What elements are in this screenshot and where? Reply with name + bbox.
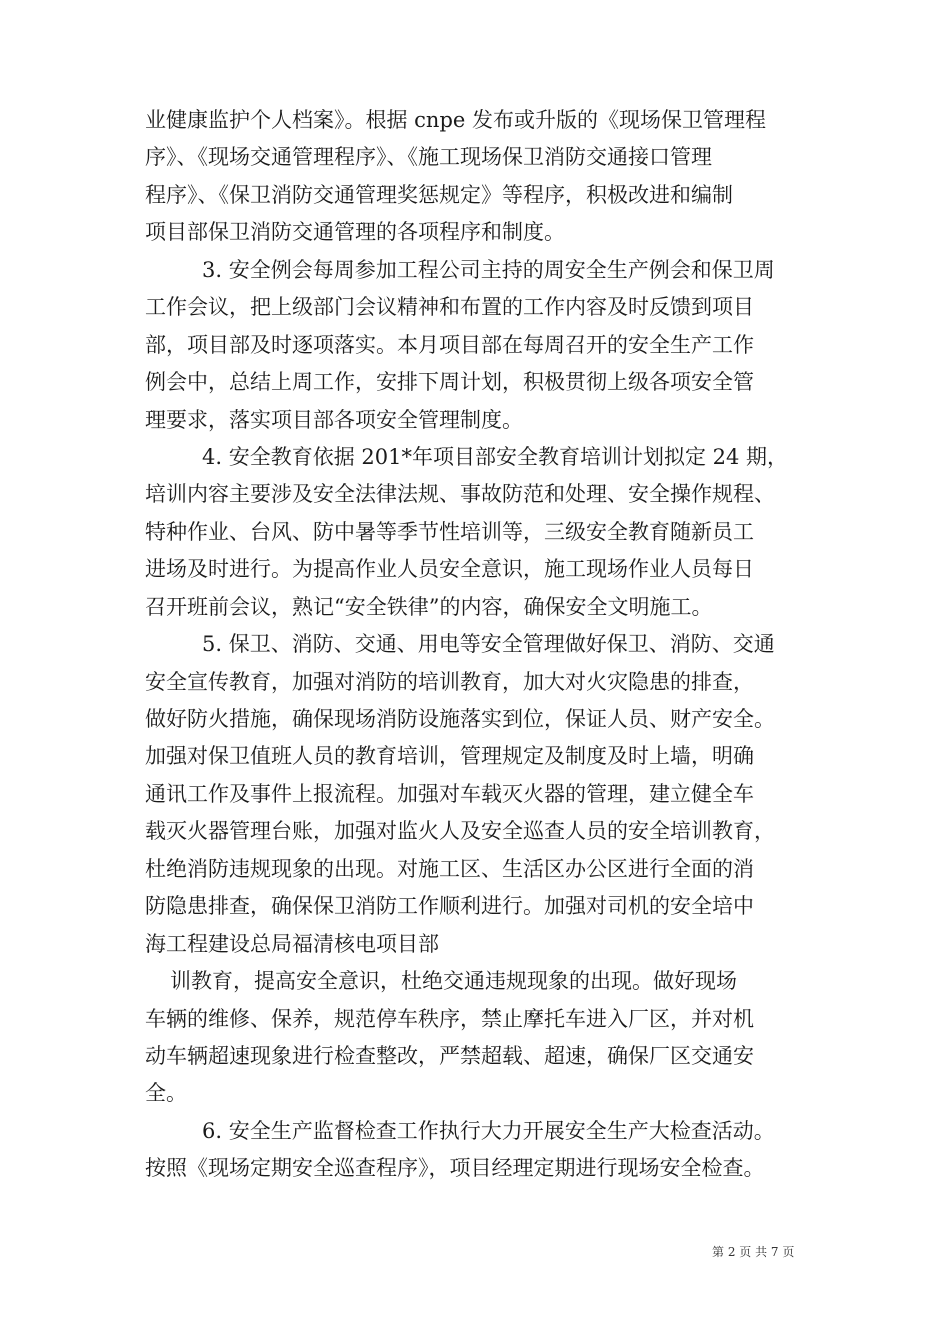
text-line: 理要求，落实项目部各项安全管理制度。 xyxy=(145,407,523,432)
text-line: 车辆的维修、保养，规范停车秩序，禁止摩托车进入厂区，并对机 xyxy=(145,1006,754,1031)
text-line: 进场及时进行。为提高作业人员安全意识，施工现场作业人员每日 xyxy=(145,557,754,582)
text-line: 程序》、《保卫消防交通管理奖惩规定》等程序，积极改进和编制 xyxy=(145,182,733,207)
text-line: 项目部保卫消防交通管理的各项程序和制度。 xyxy=(145,220,565,245)
text-line: 安全宣传教育，加强对消防的培训教育，加大对火灾隐患的排查， xyxy=(145,669,754,694)
text-line: 杜绝消防违规现象的出现。对施工区、生活区办公区进行全面的消 xyxy=(145,856,754,881)
text-line: 通讯工作及事件上报流程。加强对车载灭火器的管理，建立健全车 xyxy=(145,781,754,806)
text-line: 培训内容主要涉及安全法律法规、事故防范和处理、安全操作规程、 xyxy=(145,482,775,507)
header-fragment-line: 海工程建设总局福清核电项目部 xyxy=(145,931,439,956)
text-line: 工作会议，把上级部门会议精神和布置的工作内容及时反馈到项目 xyxy=(145,295,754,320)
paragraph-4-start: 4. 安全教育依据 201*年项目部安全教育培训计划拟定 24 期， xyxy=(202,444,789,469)
text-line: 召开班前会议，熟记“安全铁律”的内容，确保安全文明施工。 xyxy=(145,594,713,619)
text-line: 序》、《现场交通管理程序》、《施工现场保卫消防交通接口管理 xyxy=(145,145,712,170)
paragraph-5-start: 5. 保卫、消防、交通、用电等安全管理做好保卫、消防、交通 xyxy=(202,632,775,657)
paragraph-3-start: 3. 安全例会每周参加工程公司主持的周安全生产例会和保卫周 xyxy=(202,257,775,282)
text-line: 例会中，总结上周工作，安排下周计划，积极贯彻上级各项安全管 xyxy=(145,370,754,395)
text-line: 做好防火措施，确保现场消防设施落实到位，保证人员、财产安全。 xyxy=(145,707,775,731)
document-body xyxy=(145,102,825,1188)
text-line: 载灭火器管理台账，加强对监火人及安全巡查人员的安全培训教育， xyxy=(145,819,775,844)
page-number-footer: 第 2 页 共 7 页 xyxy=(712,1245,795,1259)
paragraph-continuation: 训教育，提高安全意识，杜绝交通违规现象的出现。做好现场 xyxy=(170,969,737,994)
text-line: 按照《现场定期安全巡查程序》，项目经理定期进行现场安全检查。 xyxy=(145,1156,765,1181)
text-line: 业健康监护个人档案》。根据 cnpe 发布或升版的《现场保卫管理程 xyxy=(145,108,767,132)
text-line: 特种作业、台风、防中暑等季节性培训等，三级安全教育随新员工 xyxy=(145,519,754,544)
text-line: 动车辆超速现象进行检查整改，严禁超载、超速，确保厂区交通安 xyxy=(145,1043,754,1068)
text-line: 全。 xyxy=(145,1081,187,1106)
text-line: 部，项目部及时逐项落实。本月项目部在每周召开的安全生产工作 xyxy=(145,332,754,357)
text-line: 加强对保卫值班人员的教育培训，管理规定及制度及时上墙，明确 xyxy=(145,744,754,769)
paragraph-6-start: 6. 安全生产监督检查工作执行大力开展安全生产大检查活动。 xyxy=(202,1118,775,1143)
text-line: 防隐患排查，确保保卫消防工作顺利进行。加强对司机的安全培中 xyxy=(145,894,754,919)
